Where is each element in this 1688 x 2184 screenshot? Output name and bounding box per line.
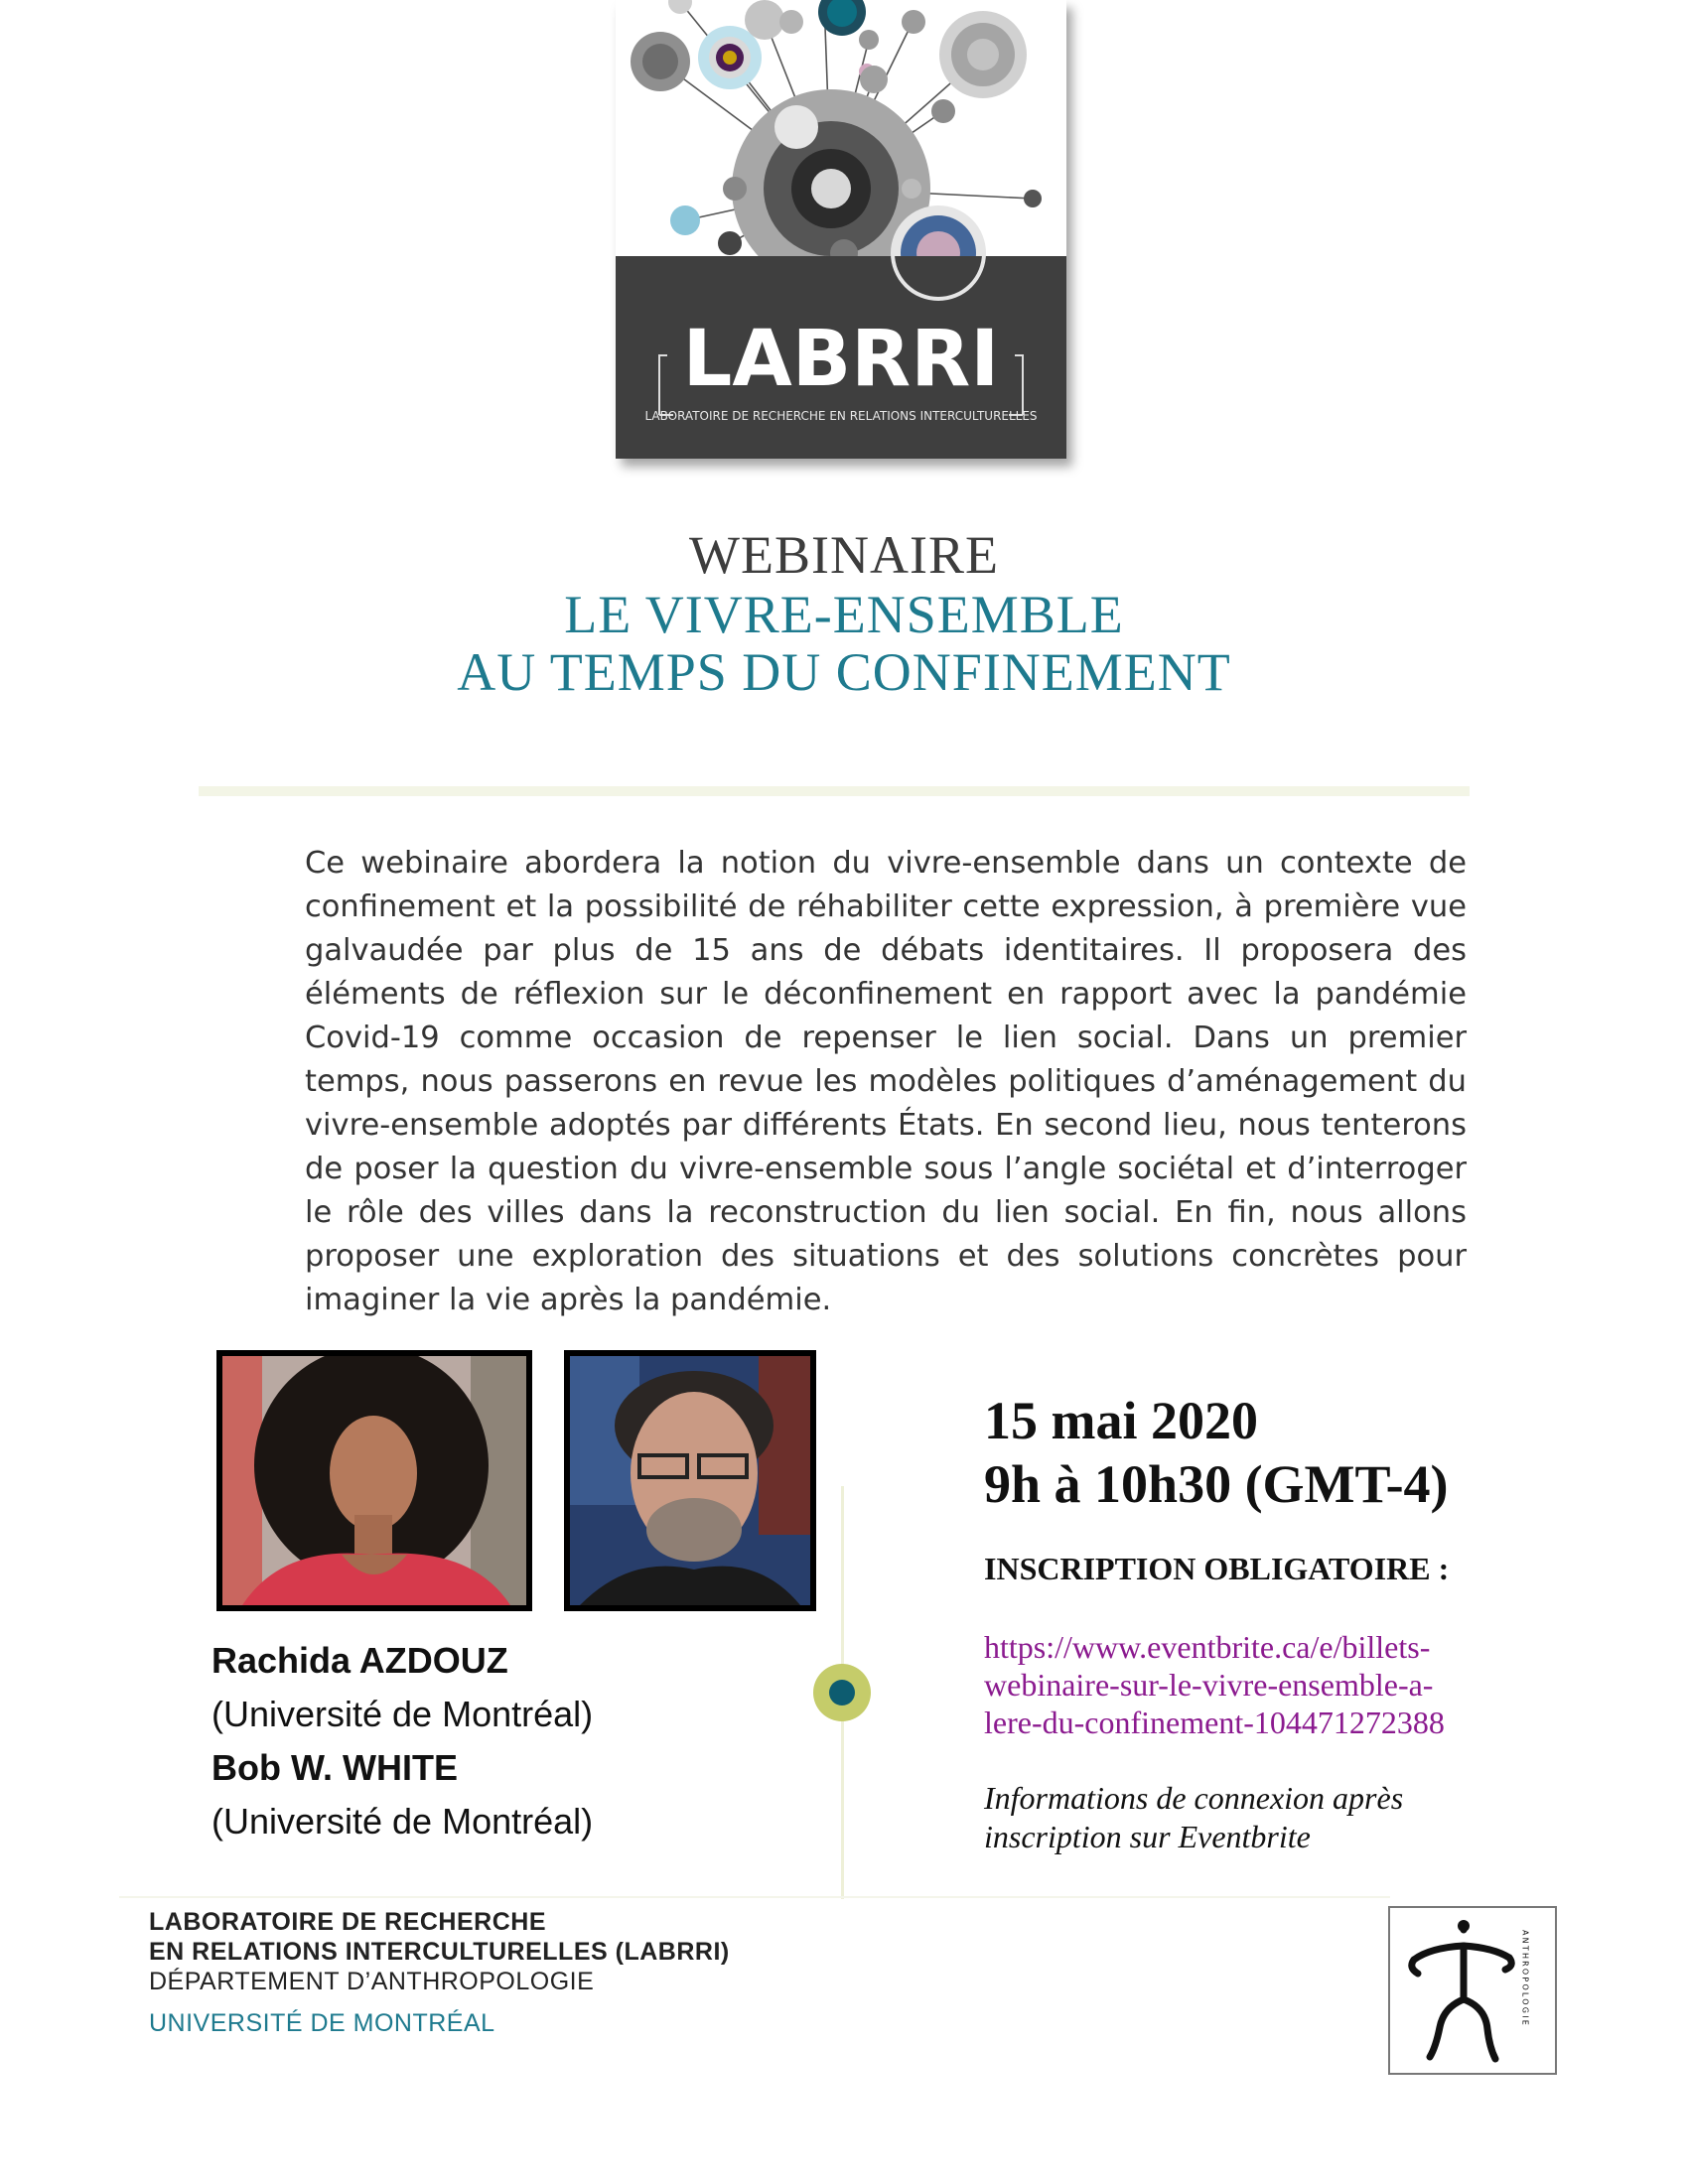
connection-note-line: inscription sur Eventbrite [984, 1819, 1311, 1854]
speaker-2-affiliation: (Université de Montréal) [211, 1801, 594, 1842]
event-time: 9h à 10h30 (GMT-4) [984, 1454, 1449, 1514]
registration-label: INSCRIPTION OBLIGATOIRE : [984, 1551, 1450, 1586]
footer-lab-line-2: EN RELATIONS INTERCULTURELLES (LABRRI) [149, 1938, 730, 1966]
labrri-logo [616, 0, 1066, 459]
logo-subtitle: LABORATOIRE DE RECHERCHE EN RELATIONS INTERCULTURELLES [644, 409, 1038, 423]
registration-link-line: https://www.eventbrite.ca/e/billets- [984, 1629, 1431, 1665]
registration-link[interactable] [984, 1628, 1500, 1741]
speaker-photo-rachida-azdouz [216, 1350, 532, 1611]
anthropologie-label: ANTHROPOLOGIE [1520, 1930, 1530, 2028]
section-divider [199, 786, 1470, 796]
connection-note [984, 1779, 1500, 1856]
title-line-2: AU TEMPS DU CONFINEMENT [457, 642, 1231, 702]
registration-link-line: webinaire-sur-le-vivre-ensemble-a- [984, 1667, 1434, 1703]
footer-divider [119, 1896, 1390, 1898]
event-date: 15 mai 2020 [984, 1391, 1258, 1450]
speaker-2-name: Bob W. WHITE [211, 1747, 458, 1788]
speaker-1-name: Rachida AZDOUZ [211, 1640, 508, 1681]
connection-note-line: Informations de connexion après [984, 1780, 1404, 1816]
anthropologie-logo [1388, 1906, 1557, 2075]
footer-department: DÉPARTEMENT D’ANTHROPOLOGIE [149, 1968, 595, 1995]
footer-lab-line-1: LABORATOIRE DE RECHERCHE [149, 1908, 546, 1936]
title-line-1: LE VIVRE-ENSEMBLE [564, 585, 1124, 644]
description-paragraph: Ce webinaire abordera la notion du vivre-ensemble dans un contexte de confinement et la possibilité de réhabiliter cette expression, à première vue galvaudée par plus de 15 ans de débats identitaires. Il proposera des éléments de réflexion sur le déconfinement en rapport avec la pandémie Covid-19 comme occasion de repenser le lien social. Dans un premier temps, nous passerons en revue les modèles politiques d’aménagement du vivre-ensemble adoptés par différents États. En second lieu, nous tenterons de poser la question du vivre-ensemble sous l’angle sociétal et d’interroger le rôle des villes dans la reconstruction du lien social. En fin, nous allons proposer une exploration des situations et des solutions concrètes pour imaginer la vie après la pandémie. [305, 846, 1467, 1317]
title-kind: WEBINAIRE [689, 525, 999, 585]
registration-link-line: lere-du-confinement-104471272388 [984, 1705, 1445, 1740]
logo-title: LABRRI [682, 315, 1000, 404]
speaker-1-affiliation: (Université de Montréal) [211, 1694, 594, 1734]
footer-university: UNIVERSITÉ DE MONTRÉAL [149, 2009, 495, 2037]
accent-dot-icon [813, 1664, 871, 1721]
speaker-photo-bob-white [564, 1350, 816, 1611]
